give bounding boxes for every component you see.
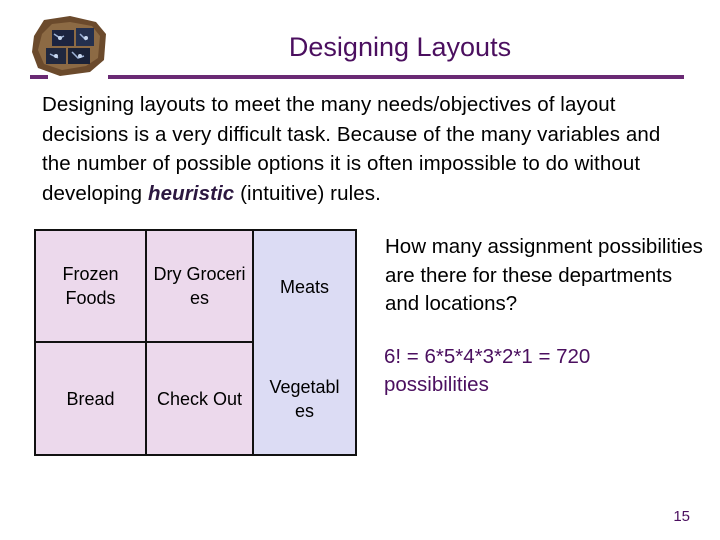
logo-icon bbox=[30, 14, 110, 78]
page-number: 15 bbox=[673, 508, 690, 525]
body-text-before: Designing layouts to meet the many needs/objectives of layout decisions is a very difficult task. Because of the many variables and the number of possible options it is often impossible to do without developing bbox=[42, 93, 661, 205]
question-text: How many assignment possibilities are there for these departments and locations? bbox=[385, 235, 703, 315]
cell-frozen-foods: Frozen Foods bbox=[36, 231, 145, 343]
body-text-after: (intuitive) rules. bbox=[234, 181, 381, 205]
slide-title: Designing Layouts bbox=[288, 32, 512, 62]
cell-meats: Meats bbox=[252, 231, 355, 343]
cell-check-out: Check Out bbox=[145, 343, 252, 454]
cell-bread: Bread bbox=[36, 343, 145, 454]
body-emphasis: heuristic bbox=[147, 181, 235, 205]
title-rule-left bbox=[30, 75, 48, 79]
cell-dry-groceries: Dry Groceri es bbox=[145, 231, 252, 343]
title-rule bbox=[108, 75, 684, 79]
answer-text bbox=[384, 343, 704, 399]
body-paragraph bbox=[42, 90, 682, 208]
answer-line-1: 6! = 6*5*4*3*2*1 = 720 bbox=[384, 345, 591, 368]
department-layout-grid bbox=[34, 229, 357, 456]
answer-line-2: possibilities bbox=[384, 373, 489, 396]
cell-vegetables: Vegetabl es bbox=[252, 343, 355, 454]
